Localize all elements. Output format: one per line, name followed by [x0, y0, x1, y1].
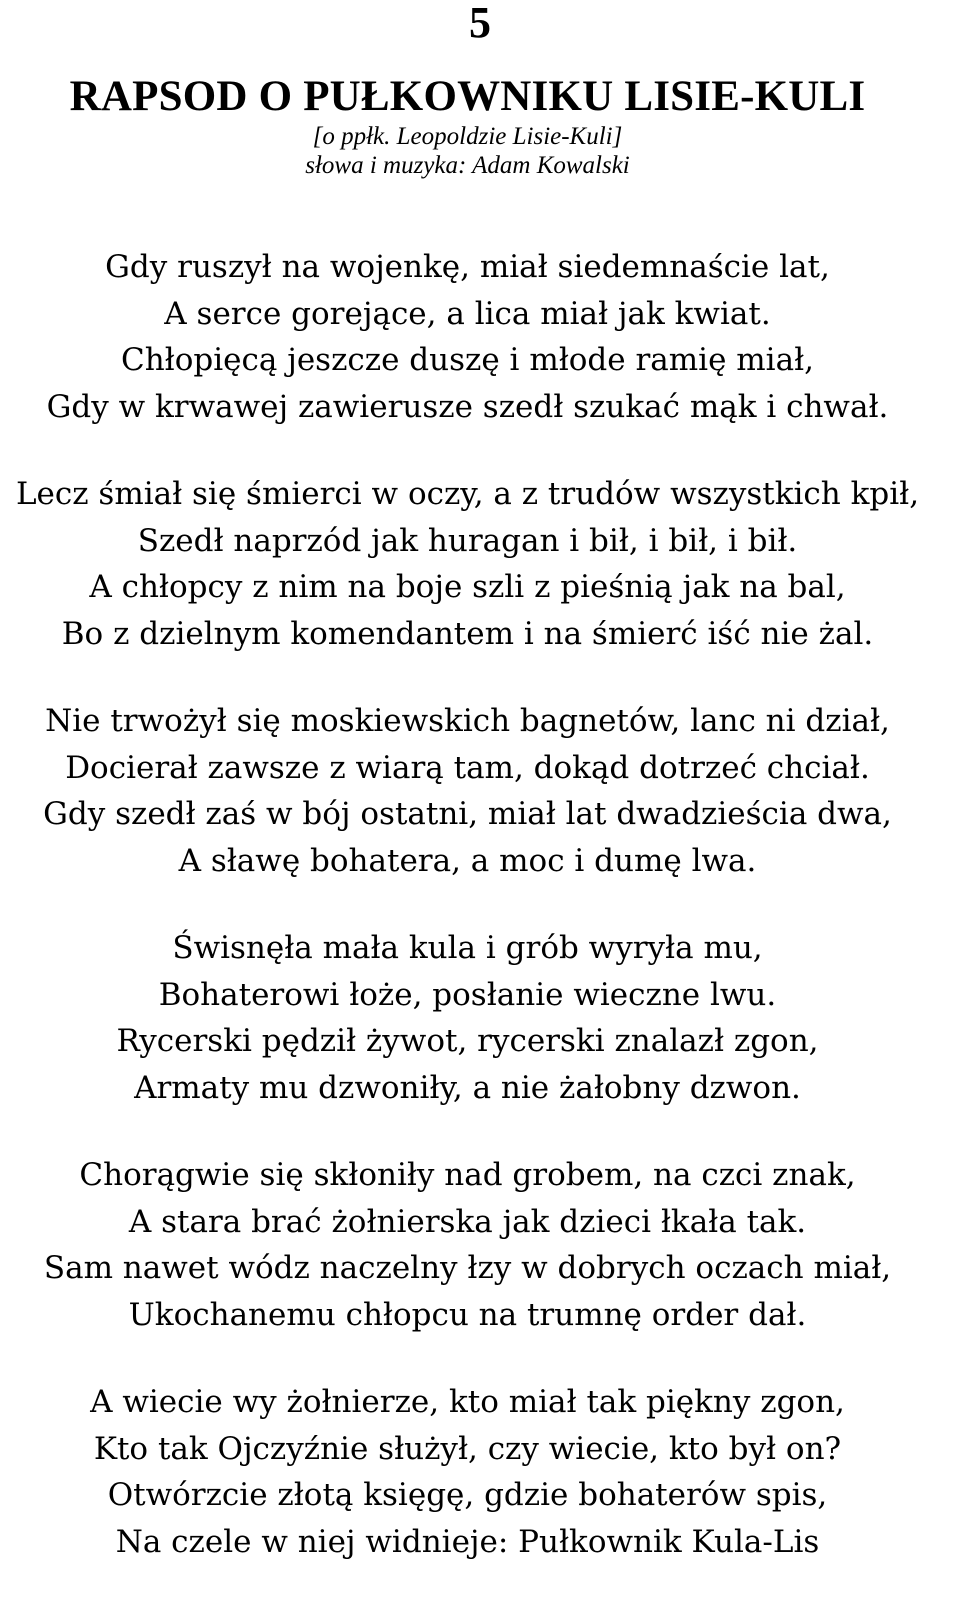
song-credits: słowa i muzyka: Adam Kowalski: [305, 152, 630, 179]
lyric-line: Gdy szedł zaś w bój ostatni, miał lat dwadzieścia dwa,: [43, 796, 892, 832]
song-dedication: [o ppłk. Leopoldzie Lisie-Kuli]: [312, 123, 623, 150]
lyric-line: Rycerski pędził żywot, rycerski znalazł zgon,: [116, 1023, 819, 1059]
lyric-line: Docierał zawsze z wiarą tam, dokąd dotrzeć chciał.: [65, 749, 870, 786]
lyric-line: Otwórzcie złotą księgę, gdzie bohaterów spis,: [107, 1477, 828, 1513]
song-title: RAPSOD O PUŁKOWNIKU LISIE-KULI: [69, 73, 866, 120]
lyric-line: Bo z dzielnym komendantem i na śmierć iść nie żal.: [61, 615, 874, 652]
lyric-line: Nie trwożył się moskiewskich bagnetów, lanc ni dział,: [45, 703, 890, 739]
page-number: 5: [469, 0, 491, 47]
lyric-line: Bohaterowi łoże, posłanie wieczne lwu.: [158, 976, 777, 1013]
stanza: [0, 244, 935, 430]
lyric-line: A serce gorejące, a lica miał jak kwiat.: [164, 295, 771, 332]
stanza: [0, 471, 935, 657]
stanza: [0, 1152, 935, 1338]
lyric-line: Kto tak Ojczyźnie służył, czy wiecie, kto był on?: [93, 1430, 842, 1467]
lyric-line: Chłopięcą jeszcze duszę i młode ramię miał,: [121, 342, 814, 378]
stanza: [0, 925, 935, 1111]
lyric-line: A chłopcy z nim na boje szli z pieśnią jak na bal,: [89, 569, 846, 605]
lyric-line: Sam nawet wódz naczelny łzy w dobrych oczach miał,: [43, 1250, 892, 1286]
lyric-line: Gdy ruszył na wojenkę, miał siedemnaście lat,: [105, 249, 830, 285]
lyrics: [0, 244, 935, 1565]
lyric-line: Ukochanemu chłopcu na trumnę order dał.: [128, 1296, 807, 1333]
lyric-line: Gdy w krwawej zawierusze szedł szukać mąk i chwał.: [46, 388, 889, 425]
lyric-line: Armaty mu dzwoniły, a nie żałobny dzwon.: [134, 1069, 801, 1106]
lyric-line: Szedł naprzód jak huragan i bił, i bił, i bił.: [137, 522, 798, 559]
lyric-line: Na czele w niej widnieje: Pułkownik Kula-Lis: [115, 1523, 820, 1560]
stanza: [0, 1379, 935, 1565]
stanza: [0, 698, 935, 884]
lyric-line: Świsnęła mała kula i grób wyryła mu,: [172, 930, 763, 966]
lyric-line: A sławę bohatera, a moc i dumę lwa.: [178, 842, 757, 879]
lyric-line: A stara brać żołnierska jak dzieci łkała tak.: [128, 1203, 807, 1240]
lyric-line: Lecz śmiał się śmierci w oczy, a z trudów wszystkich kpił,: [15, 476, 920, 512]
lyric-line: A wiecie wy żołnierze, kto miał tak piękny zgon,: [90, 1384, 845, 1420]
song-header: [0, 72, 935, 180]
lyric-line: Chorągwie się skłoniły nad grobem, na czci znak,: [79, 1157, 856, 1193]
